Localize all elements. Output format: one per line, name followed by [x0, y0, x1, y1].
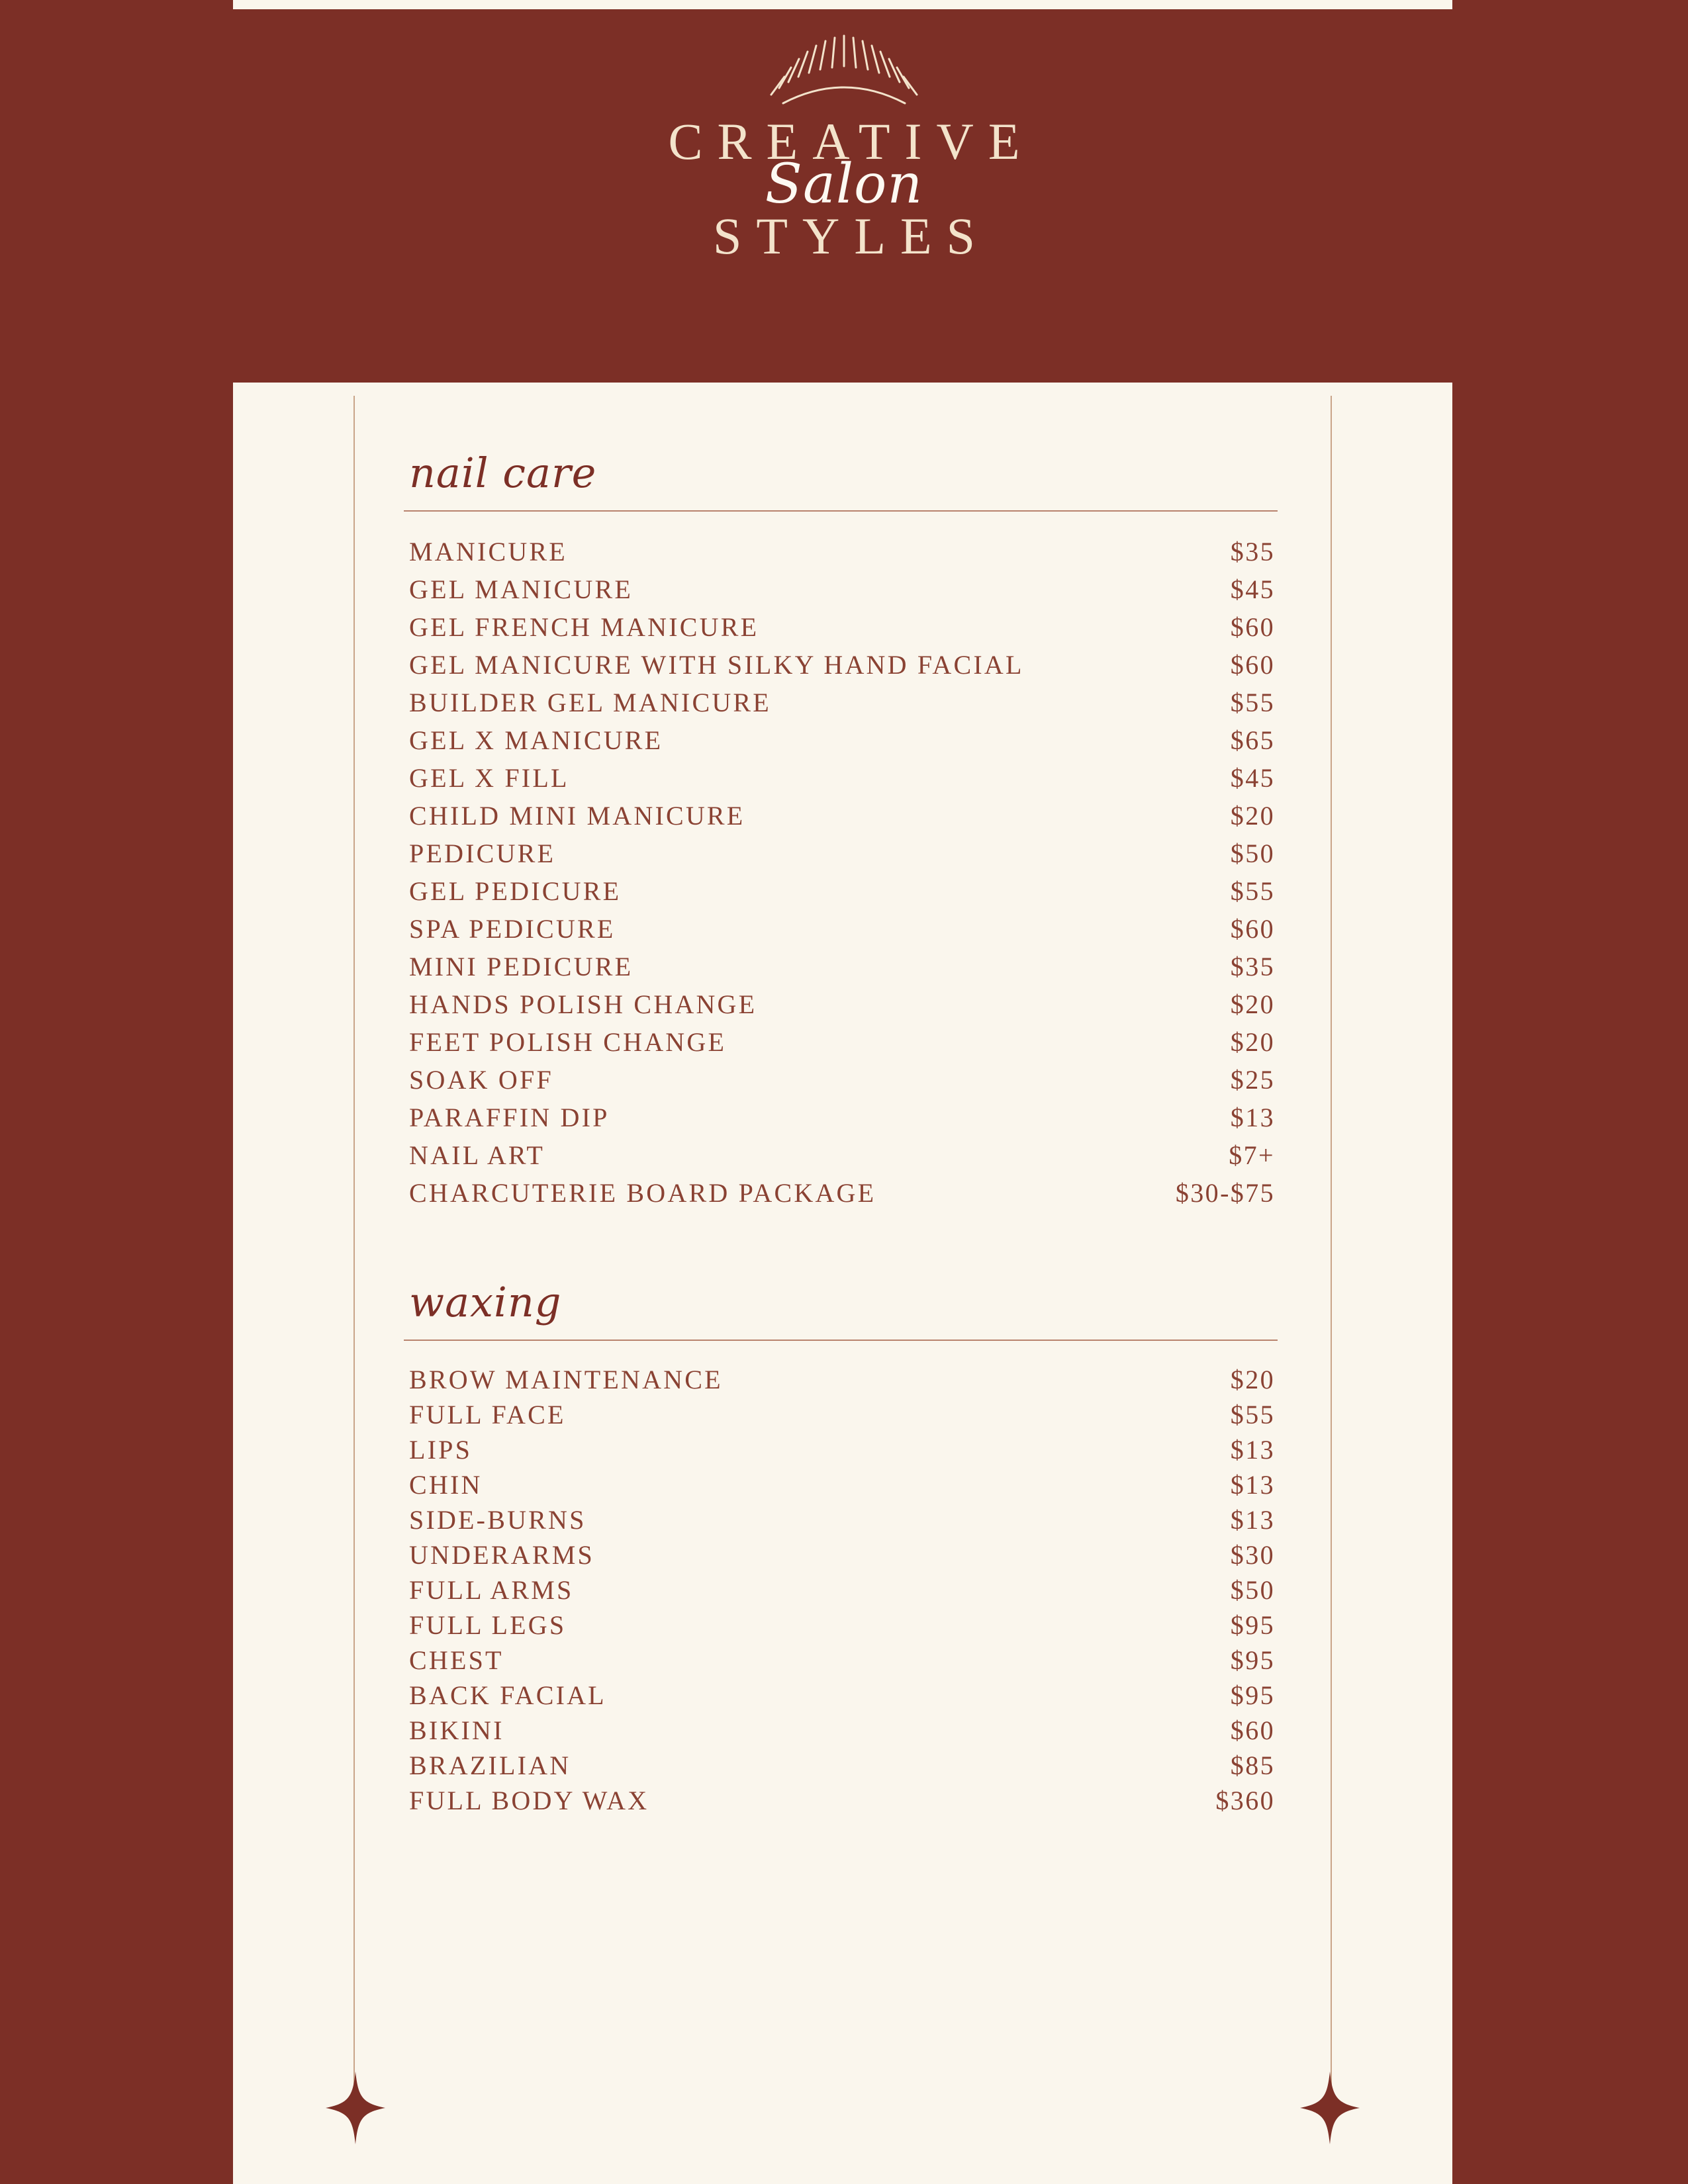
menu-content [404, 449, 1278, 1818]
service-item [404, 1502, 1278, 1537]
service-item [404, 1537, 1278, 1572]
service-item [404, 1397, 1278, 1432]
service-item [404, 985, 1278, 1023]
service-name: GEL FRENCH MANICURE [409, 612, 759, 642]
service-name: BRAZILIAN [409, 1751, 571, 1780]
service-item [404, 1061, 1278, 1099]
service-price: $95 [1230, 1645, 1275, 1675]
service-price: $60 [1230, 612, 1275, 642]
service-list [404, 1362, 1278, 1818]
service-name: PARAFFIN DIP [409, 1103, 610, 1132]
service-name: SIDE-BURNS [409, 1505, 586, 1535]
sparkle-icon [326, 2071, 385, 2144]
menu-header [0, 0, 1688, 381]
service-item [404, 872, 1278, 910]
service-price: $20 [1230, 989, 1275, 1019]
service-price: $13 [1230, 1470, 1275, 1500]
service-price: $25 [1230, 1065, 1275, 1095]
service-price: $35 [1230, 952, 1275, 981]
service-name: NAIL ART [409, 1140, 545, 1170]
service-name: FEET POLISH CHANGE [409, 1027, 727, 1057]
service-price: $35 [1230, 537, 1275, 567]
service-item [404, 721, 1278, 759]
service-name: GEL MANICURE WITH SILKY HAND FACIAL [409, 650, 1024, 680]
service-item [404, 1643, 1278, 1678]
service-price: $13 [1230, 1505, 1275, 1535]
section-nail-care [404, 449, 1278, 1212]
service-item [404, 1783, 1278, 1818]
service-price: $30 [1230, 1540, 1275, 1570]
sunburst-icon [745, 34, 943, 114]
service-name: MANICURE [409, 537, 567, 567]
service-item [404, 1678, 1278, 1713]
service-price: $45 [1230, 574, 1275, 604]
service-name: GEL X FILL [409, 763, 569, 793]
vertical-rule-left [353, 396, 355, 2090]
service-name: FULL FACE [409, 1400, 566, 1430]
service-price: $60 [1230, 914, 1275, 944]
service-name: BIKINI [409, 1715, 504, 1745]
service-item [404, 533, 1278, 570]
service-item [404, 1572, 1278, 1608]
service-price: $13 [1230, 1103, 1275, 1132]
service-name: CHEST [409, 1645, 504, 1675]
service-name: BROW MAINTENANCE [409, 1365, 723, 1394]
service-name: CHILD MINI MANICURE [409, 801, 745, 831]
service-item [404, 1174, 1278, 1212]
menu-card [233, 383, 1452, 2184]
service-name: HANDS POLISH CHANGE [409, 989, 757, 1019]
section-title: nail care [409, 449, 597, 497]
service-name: BACK FACIAL [409, 1680, 606, 1710]
sparkle-icon [1300, 2071, 1360, 2144]
service-item [404, 608, 1278, 646]
service-price: $85 [1230, 1751, 1275, 1780]
vertical-rule-right [1331, 396, 1332, 2090]
service-item [404, 759, 1278, 797]
service-item [404, 1713, 1278, 1748]
service-name: UNDERARMS [409, 1540, 594, 1570]
service-price: $95 [1230, 1610, 1275, 1640]
service-name: LIPS [409, 1435, 473, 1465]
service-item [404, 684, 1278, 721]
service-item [404, 1467, 1278, 1502]
service-name: SPA PEDICURE [409, 914, 616, 944]
service-price: $7+ [1229, 1140, 1275, 1170]
service-item [404, 1748, 1278, 1783]
service-name: SOAK OFF [409, 1065, 553, 1095]
service-name: PEDICURE [409, 839, 556, 868]
service-item [404, 835, 1278, 872]
service-item [404, 797, 1278, 835]
service-price: $20 [1230, 801, 1275, 831]
service-price: $45 [1230, 763, 1275, 793]
service-name: FULL BODY WAX [409, 1786, 649, 1815]
service-name: GEL PEDICURE [409, 876, 622, 906]
service-price: $360 [1215, 1786, 1275, 1815]
service-price: $50 [1230, 839, 1275, 868]
service-name: MINI PEDICURE [409, 952, 633, 981]
service-item [404, 1136, 1278, 1174]
service-item [404, 1099, 1278, 1136]
service-name: GEL X MANICURE [409, 725, 663, 755]
brand-line-1: CREATIVE [668, 113, 1035, 170]
service-price: $55 [1230, 688, 1275, 717]
service-name: GEL MANICURE [409, 574, 633, 604]
service-item [404, 1432, 1278, 1467]
service-price: $60 [1230, 1715, 1275, 1745]
service-name: FULL LEGS [409, 1610, 567, 1640]
section-divider [404, 1340, 1278, 1341]
service-name: CHARCUTERIE BOARD PACKAGE [409, 1178, 876, 1208]
section-divider [404, 510, 1278, 512]
service-item [404, 1362, 1278, 1397]
brand-block [0, 113, 1688, 266]
service-list [404, 533, 1278, 1212]
service-item [404, 910, 1278, 948]
brand-script: Salon [765, 153, 923, 216]
service-item [404, 948, 1278, 985]
service-item [404, 1608, 1278, 1643]
service-price: $20 [1230, 1365, 1275, 1394]
brand-line-2: STYLES [712, 207, 990, 265]
section-waxing [404, 1278, 1278, 1818]
service-name: CHIN [409, 1470, 483, 1500]
service-price: $20 [1230, 1027, 1275, 1057]
service-price: $60 [1230, 650, 1275, 680]
service-price: $65 [1230, 725, 1275, 755]
service-item [404, 646, 1278, 684]
service-price: $55 [1230, 876, 1275, 906]
service-price: $13 [1230, 1435, 1275, 1465]
service-price: $50 [1230, 1575, 1275, 1605]
service-price: $95 [1230, 1680, 1275, 1710]
service-item [404, 1023, 1278, 1061]
service-price: $30-$75 [1175, 1178, 1275, 1208]
service-item [404, 570, 1278, 608]
service-name: BUILDER GEL MANICURE [409, 688, 771, 717]
service-price: $55 [1230, 1400, 1275, 1430]
section-title: waxing [409, 1278, 562, 1326]
service-name: FULL ARMS [409, 1575, 574, 1605]
